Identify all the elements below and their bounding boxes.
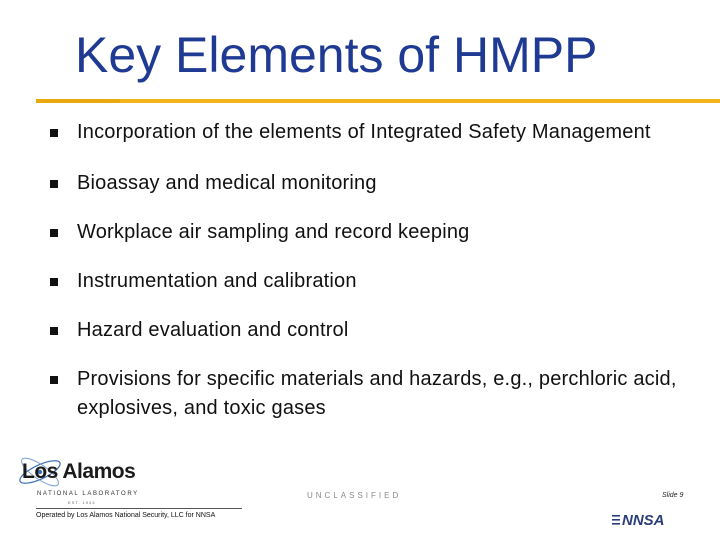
classification-label: UNCLASSIFIED (307, 491, 402, 500)
title-underline (36, 99, 720, 103)
bullet-text: Hazard evaluation and control (77, 319, 349, 341)
logo-established: EST. 1943 (68, 500, 96, 505)
square-bullet-icon (50, 278, 58, 286)
square-bullet-icon (50, 180, 58, 188)
logo-name: Los Alamos (22, 460, 136, 483)
logo-subtitle: NATIONAL LABORATORY (37, 491, 139, 497)
nnsa-logo-text: NNSA (622, 512, 665, 528)
bullet-text: Workplace air sampling and record keeping (77, 221, 470, 243)
bullet-text: Provisions for specific materials and hazards, e.g., perchloric acid, explosives, and toxic gases (77, 368, 677, 419)
bullet-item (50, 218, 690, 247)
bullet-text: Bioassay and medical monitoring (77, 172, 377, 194)
square-bullet-icon (50, 129, 58, 137)
bullet-list (50, 118, 690, 443)
slide-number: Slide 9 (662, 492, 684, 499)
square-bullet-icon (50, 327, 58, 335)
title-underline-accent (36, 99, 120, 103)
bullet-item (50, 365, 690, 423)
nnsa-logo-icon (612, 510, 686, 528)
bullet-text: Incorporation of the elements of Integrated Safety Management (77, 121, 651, 143)
bullet-item (50, 267, 690, 296)
square-bullet-icon (50, 229, 58, 237)
bullet-item (50, 118, 690, 147)
bullet-item (50, 169, 690, 198)
footer-divider (36, 508, 242, 509)
bullet-item (50, 316, 690, 345)
slide-title: Key Elements of HMPP (75, 27, 598, 83)
square-bullet-icon (50, 376, 58, 384)
operated-by-text: Operated by Los Alamos National Security, LLC for NNSA (36, 512, 216, 519)
bullet-text: Instrumentation and calibration (77, 270, 357, 292)
